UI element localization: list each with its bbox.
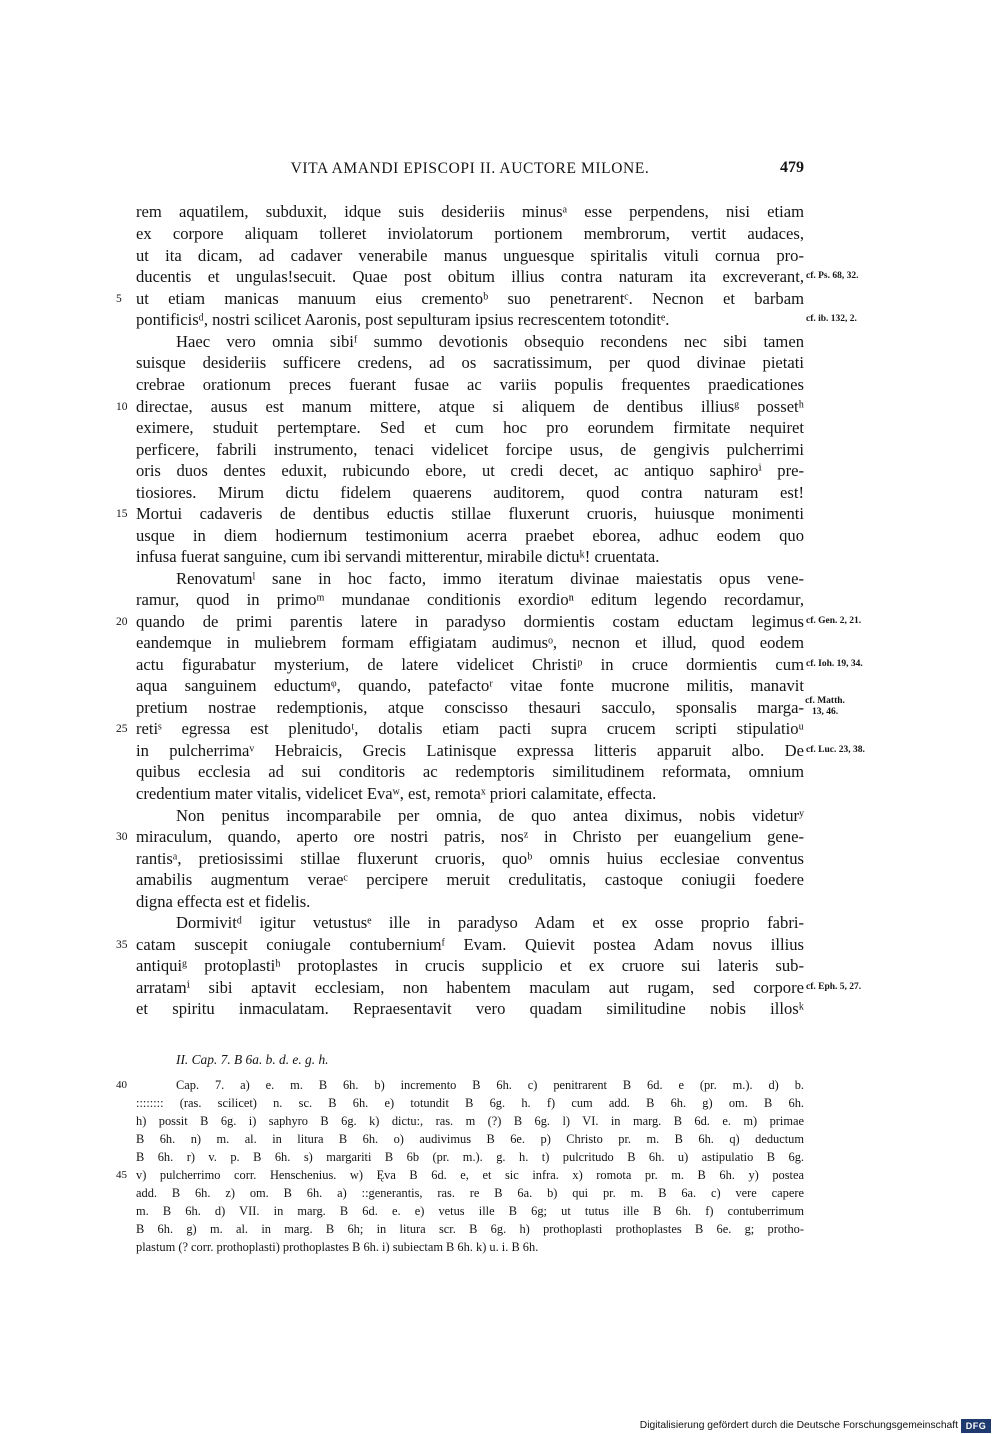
text-line: quibus ecclesia ad sui conditoris ac redemptoris similitudinem reformata, omnium [136, 762, 804, 781]
margin-note: cf. Ioh. 19, 34. [806, 659, 863, 669]
margin-note: cf. Luc. 23, 38. [806, 745, 865, 755]
text-line: ut etiam manicas manuum eius crementoᵇ suo penetrarentᶜ. Necnon et barbam [136, 289, 804, 308]
text-line: oris duos dentes eduxit, rubicundo ebore, ut credi decet, ac antiquo saphiroⁱ pre- [136, 461, 804, 480]
line-number: 30 [116, 831, 128, 843]
margin-note: cf. ib. 132, 2. [806, 314, 857, 324]
apparatus-line: v) pulcherrimo corr. Henschenius. w) Ęva B 6d. e, et sic infra. x) romota pr. m. B 6h. y) postea [136, 1168, 804, 1182]
text-line: eandemque in muliebrem formam effigiatam audimusᵒ, necnon et illud, quod eodem [136, 633, 804, 652]
apparatus-line: B 6h. r) v. p. B 6h. s) margariti B 6b (pr. m.). g. h. t) pulcritudo B 6h. u) astipulatio B 6g. [136, 1150, 804, 1164]
text-line: pretium nostrae redemptionis, atque conscisso thesauri sacculo, sponsalis marga- [136, 698, 804, 717]
text-line: usque in diem hodiernum testimonium acerra praebet eborea, adhuc eodem quo [136, 526, 804, 545]
text-line: et spiritu inmaculatam. Repraesentavit vero quadam similitudine nobis illosᵏ [136, 999, 804, 1018]
text-line: perficere, fabrili instrumento, tenaci videlicet forcipe usus, de gengivis pulcherrimi [136, 440, 804, 459]
line-number: 35 [116, 939, 128, 951]
apparatus-line: h) possit B 6g. i) saphyro B 6g. k) dictu:, ras. m (?) B 6g. l) VI. in marg. B 6d. e. m) primae [136, 1114, 804, 1128]
text-line: actu figurabatur mysterium, de latere videlicet Christiᵖ in cruce dormientis cum [136, 655, 804, 674]
text-line: infusa fuerat sanguine, cum ibi servandi mitterentur, mirabile dictuᵏ! cruentata. [136, 547, 660, 566]
text-line: Non penitus incomparabile per omnia, de quo antea diximus, nobis videturʸ [176, 806, 804, 825]
apparatus-line: B 6h. g) m. al. in marg. B 6h; in litura scr. B 6g. h) prothoplasti prothoplastes B 6e. g; protho- [136, 1222, 804, 1236]
text-line: rem aquatilem, subduxit, idque suis desideriis minusᵃ esse perpendens, nisi etiam [136, 202, 804, 221]
text-line: crebrae orationum preces fuerant fusae ac variis populis frequentes praedicationes [136, 375, 804, 394]
margin-note: cf. Eph. 5, 27. [806, 982, 862, 992]
running-header [136, 160, 804, 184]
text-line: credentium mater vitalis, videlicet Evaʷ, est, remotaˣ priori calamitate, effecta. [136, 784, 657, 803]
digitization-credit: Digitalisierung gefördert durch die Deutsche Forschungsgemeinschaft [639, 1420, 958, 1431]
text-line: suisque desideriis sufficere credens, ad os sacratissimum, per quod divinae pietati [136, 353, 804, 372]
margin-note: cf. Matth. 13, 46. [805, 696, 845, 717]
text-line: arratamⁱ sibi aptavit ecclesiam, non habentem maculam aut rugam, sed corpore [136, 978, 804, 997]
text-line: ex corpore aliquam tolleret inviolatorum portionem membrorum, vertit audaces, [136, 224, 804, 243]
apparatus-line: m. B 6h. d) VII. in marg. B 6d. e. e) vetus ille B 6g; ut tutus ille B 6h. f) contuberrimum [136, 1204, 804, 1218]
text-line: retiˢ egressa est plenitudoᵗ, dotalis etiam pacti supra crucem scripti stipulatioᵘ [136, 719, 804, 738]
text-line: miraculum, quando, aperto ore nostri patris, nosᶻ in Christo per euangelium gene- [136, 827, 804, 846]
apparatus-line: B 6h. n) m. al. in litura B 6h. o) audivimus B 6e. p) Christo pr. m. B 6h. q) deductum [136, 1132, 804, 1146]
apparatus-line: plastum (? corr. prothoplasti) prothoplastes B 6h. i) subiectam B 6h. k) u. i. B 6h. [136, 1240, 539, 1254]
apparatus-line: add. B 6h. z) om. B 6h. a) ::generantis, ras. re B 6a. b) qui pr. m. B 6a. c) vere capere [136, 1186, 804, 1200]
text-line: tiosiores. Mirum dictu fidelem quaerens auditorem, quod contra naturam est! [136, 483, 804, 502]
text-line: Mortui cadaveris de dentibus eductis stillae fluxerunt cruoris, huiusque monimenti [136, 504, 804, 523]
text-line: catam suscepit coniugale contuberniumᶠ Evam. Quievit postea Adam novus illius [136, 935, 804, 954]
text-line: amabilis augmentum veraeᶜ percipere meruit credulitatis, castoque coniugii foedere [136, 870, 804, 889]
apparatus-line-number: 40 [116, 1079, 127, 1091]
margin-note: cf. Ps. 68, 32. [806, 271, 859, 281]
text-line: ramur, quod in primoᵐ mundanae conditionis exordioⁿ editum legendo recordamur, [136, 590, 804, 609]
text-line: pontificisᵈ, nostri scilicet Aaronis, post sepulturam ipsius recrescentem totonditᵉ. [136, 310, 670, 329]
apparatus-line-number: 45 [116, 1169, 127, 1181]
line-number: 25 [116, 723, 128, 735]
margin-note: cf. Gen. 2, 21. [806, 616, 862, 626]
line-number: 10 [116, 401, 128, 413]
text-line: antiquiᵍ protoplastiʰ protoplastes in crucis supplicio et ex cruore sui lateris sub- [136, 956, 804, 975]
line-number: 20 [116, 616, 128, 628]
page-number: 479 [780, 159, 804, 176]
apparatus-heading: II. Cap. 7. B 6a. b. d. e. g. h. [176, 1052, 329, 1067]
text-line: rantisᵃ, pretiosissimi stillae fluxerunt cruoris, quoᵇ omnis huius ecclesiae conventus [136, 849, 804, 868]
running-title: VITA AMANDI EPISCOPI II. AUCTORE MILONE. [290, 160, 650, 177]
text-line: in pulcherrimaᵛ Hebraicis, Grecis Latinisque expressa litteris apparuit albo. De [136, 741, 804, 760]
text-line: ducentis et ungulas!secuit. Quae post obitum illius contra naturam ita excreverant, [136, 267, 804, 286]
text-line: Dormivitᵈ igitur vetustusᵉ ille in paradyso Adam et ex osse proprio fabri- [176, 913, 804, 932]
line-number: 5 [116, 293, 122, 305]
apparatus-line: :::::::: (ras. scilicet) n. sc. B 6h. e) totundit B 6g. h. f) cum add. B 6h. g) om. B 6h. [136, 1096, 804, 1110]
text-line: quando de primi parentis latere in paradyso dormientis costam eductam legimus [136, 612, 804, 631]
line-number: 15 [116, 508, 128, 520]
text-line: directae, ausus est manum mittere, atque si aliquem de dentibus illiusᵍ possetʰ [136, 397, 804, 416]
text-line: eximere, studuit pertemptare. Sed et cum hoc pro eorundem firmitate nequiret [136, 418, 804, 437]
text-line: Renovatumˡ sane in hoc facto, immo iteratum divinae maiestatis opus vene- [176, 569, 804, 588]
text-line: aqua sanguinem eductumᵠ, quando, patefactoʳ vitae fonte mucrone militis, manavit [136, 676, 804, 695]
text-line: ut ita dicam, ad cadaver venerabile manus unguesque spiritalis vituli cornua pro- [136, 246, 804, 265]
text-line: digna effecta est et fidelis. [136, 892, 311, 911]
text-line: Haec vero omnia sibiᶠ summo devotionis obsequio recondens nec sibi tamen [176, 332, 804, 351]
apparatus-line: Cap. 7. a) e. m. B 6h. b) incremento B 6h. c) penitrarent B 6d. e (pr. m.). d) b. [176, 1078, 804, 1092]
dfg-logo: DFG [961, 1419, 991, 1433]
